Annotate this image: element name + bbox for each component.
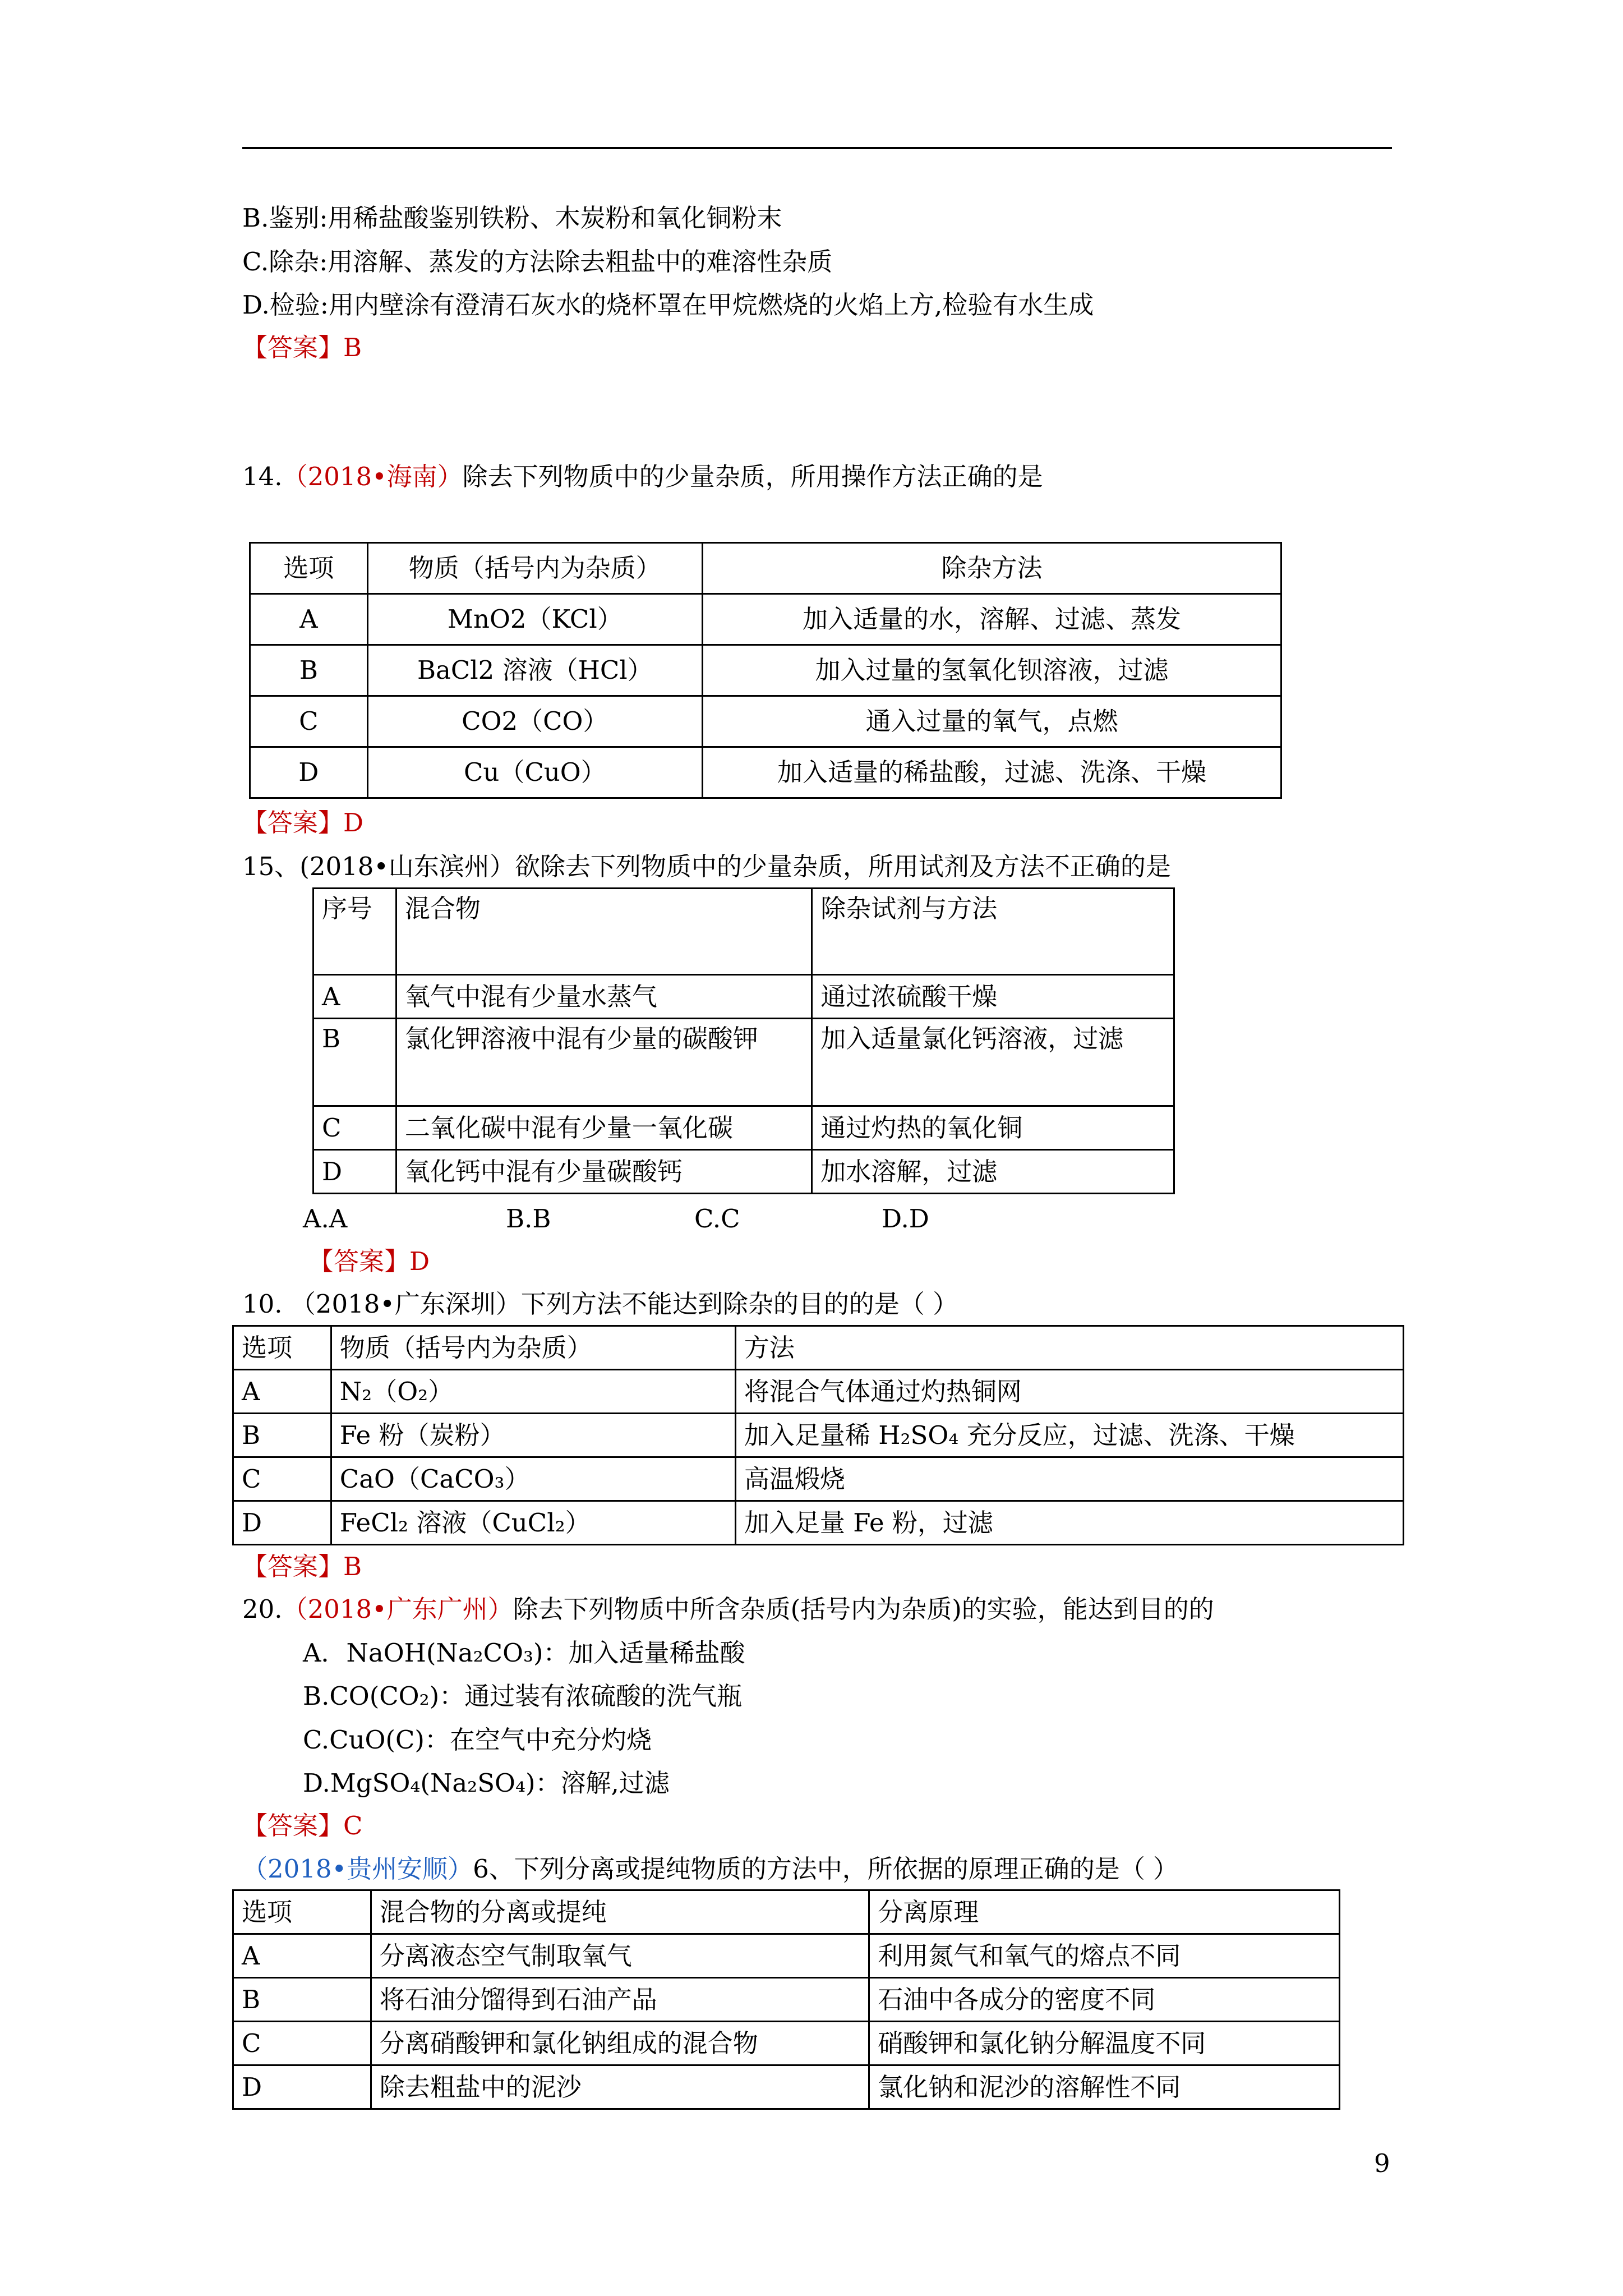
table-row xyxy=(233,1370,1404,1414)
header-cell: 选项 xyxy=(250,543,368,594)
table-cell: 二氧化碳中混有少量一氧化碳 xyxy=(396,1106,811,1150)
answer-label: 【答案】 xyxy=(242,1552,344,1581)
table-row xyxy=(250,696,1281,747)
q14-table xyxy=(249,542,1282,799)
table-cell: 通入过量的氧气，点燃 xyxy=(702,696,1281,747)
q20-option-c: C.CuO(C)：在空气中充分灼烧 xyxy=(303,1725,652,1755)
table-cell: A xyxy=(233,1934,371,1978)
q15-table xyxy=(312,887,1175,1194)
header-cell: 除杂方法 xyxy=(702,543,1281,594)
table-cell: 通过灼热的氧化铜 xyxy=(812,1106,1174,1150)
table-cell: B xyxy=(233,1414,331,1457)
table-cell: D xyxy=(233,2065,371,2109)
table-cell: 通过浓硫酸干燥 xyxy=(812,975,1174,1019)
table-row xyxy=(250,594,1281,645)
question-text: 除去下列物质中所含杂质(括号内为杂质)的实验，能达到目的的 xyxy=(513,1594,1214,1624)
answer-label: 【答案】 xyxy=(242,1811,344,1841)
table-cell: D xyxy=(313,1150,396,1194)
table-header-row xyxy=(313,889,1174,975)
table-cell: D xyxy=(233,1501,331,1545)
table-cell: C xyxy=(250,696,368,747)
q13-option-b: B.鉴别:用稀盐酸鉴别铁粉、木炭粉和氧化铜粉末 xyxy=(242,203,782,233)
question-source: （2018•广东广州） xyxy=(282,1594,513,1624)
table-cell: A xyxy=(233,1370,331,1414)
table-cell: 加水溶解，过滤 xyxy=(812,1150,1174,1194)
table-cell: C xyxy=(233,1457,331,1501)
table-cell: BaCl2 溶液（HCl） xyxy=(367,645,702,696)
header-cell: 选项 xyxy=(233,1326,331,1370)
table-cell: A xyxy=(250,594,368,645)
table-row xyxy=(233,2065,1340,2109)
table-row xyxy=(233,2022,1340,2065)
answer-value: D xyxy=(343,808,364,838)
table-row xyxy=(233,1978,1340,2022)
table-cell: 将石油分馏得到石油产品 xyxy=(371,1978,869,2022)
table-cell: 氧化钙中混有少量碳酸钙 xyxy=(396,1150,811,1194)
table-cell: 利用氮气和氧气的熔点不同 xyxy=(869,1934,1340,1978)
table-cell: 加入适量的稀盐酸，过滤、洗涤、干燥 xyxy=(702,747,1281,798)
question-number: 20. xyxy=(242,1594,283,1624)
q13-option-c: C.除杂:用溶解、蒸发的方法除去粗盐中的难溶性杂质 xyxy=(242,247,833,277)
table-cell: Cu（CuO） xyxy=(367,747,702,798)
table-cell: 除去粗盐中的泥沙 xyxy=(371,2065,869,2109)
q15-choice-d: D.D xyxy=(882,1204,929,1234)
table-cell: 加入过量的氢氧化钡溶液，过滤 xyxy=(702,645,1281,696)
answer-value: B xyxy=(343,1552,362,1581)
table-cell: D xyxy=(250,747,368,798)
q15-answer xyxy=(308,1246,430,1277)
table-row xyxy=(250,645,1281,696)
table-cell: 氯化钾溶液中混有少量的碳酸钾 xyxy=(396,1019,811,1106)
table-cell: 高温煅烧 xyxy=(735,1457,1403,1501)
header-cell: 混合物 xyxy=(396,889,811,975)
question-text: 除去下列物质中的少量杂质，所用操作方法正确的是 xyxy=(462,462,1043,491)
table-header-row xyxy=(233,1890,1340,1934)
table-row xyxy=(313,1106,1174,1150)
answer-value: B xyxy=(343,333,362,362)
table-cell: N₂（O₂） xyxy=(331,1370,735,1414)
q15-choice-a: A.A xyxy=(303,1204,348,1234)
q6-table xyxy=(232,1889,1340,2110)
header-cell: 物质（括号内为杂质） xyxy=(367,543,702,594)
table-cell: 加入足量稀 H₂SO₄ 充分反应，过滤、洗涤、干燥 xyxy=(735,1414,1403,1457)
table-cell: Fe 粉（炭粉） xyxy=(331,1414,735,1457)
header-rule xyxy=(242,147,1392,149)
table-cell: FeCl₂ 溶液（CuCl₂） xyxy=(331,1501,735,1545)
table-cell: A xyxy=(313,975,396,1019)
table-header-row xyxy=(250,543,1281,594)
table-cell: MnO2（KCl） xyxy=(367,594,702,645)
table-row xyxy=(233,1501,1404,1545)
q14-answer xyxy=(242,808,363,838)
q13-option-d: D.检验:用内壁涂有澄清石灰水的烧杯罩在甲烷燃烧的火焰上方,检验有水生成 xyxy=(242,290,1094,320)
table-cell: B xyxy=(313,1019,396,1106)
table-cell: 加入足量 Fe 粉，过滤 xyxy=(735,1501,1403,1545)
header-cell: 序号 xyxy=(313,889,396,975)
table-row xyxy=(233,1414,1404,1457)
q20-option-d: D.MgSO₄(Na₂SO₄)：溶解,过滤 xyxy=(303,1768,670,1798)
header-cell: 混合物的分离或提纯 xyxy=(371,1890,869,1934)
header-cell: 除杂试剂与方法 xyxy=(812,889,1174,975)
page-number: 9 xyxy=(1374,2148,1390,2178)
question-source: （2018•海南） xyxy=(282,462,463,491)
q10-answer xyxy=(242,1552,362,1582)
question-number: 14. xyxy=(242,462,283,491)
answer-value: C xyxy=(343,1811,363,1841)
q13-answer xyxy=(242,333,362,363)
q14-stem xyxy=(242,462,1043,492)
table-cell: 加入适量的水，溶解、过滤、蒸发 xyxy=(702,594,1281,645)
q6-stem xyxy=(242,1854,1178,1884)
table-row xyxy=(313,1019,1174,1106)
table-cell: B xyxy=(233,1978,371,2022)
table-header-row xyxy=(233,1326,1404,1370)
header-cell: 方法 xyxy=(735,1326,1403,1370)
answer-label: 【答案】 xyxy=(242,808,344,838)
table-cell: 将混合气体通过灼热铜网 xyxy=(735,1370,1403,1414)
table-cell: CaO（CaCO₃） xyxy=(331,1457,735,1501)
table-cell: 硝酸钾和氯化钠分解温度不同 xyxy=(869,2022,1340,2065)
table-cell: 氯化钠和泥沙的溶解性不同 xyxy=(869,2065,1340,2109)
table-cell: C xyxy=(313,1106,396,1150)
q15-choice-b: B.B xyxy=(506,1204,551,1234)
table-cell: B xyxy=(250,645,368,696)
q15-choice-c: C.C xyxy=(694,1204,740,1234)
table-row xyxy=(250,747,1281,798)
header-cell: 物质（括号内为杂质） xyxy=(331,1326,735,1370)
table-cell: 分离硝酸钾和氯化钠组成的混合物 xyxy=(371,2022,869,2065)
q20-stem xyxy=(242,1594,1214,1625)
table-cell: 分离液态空气制取氧气 xyxy=(371,1934,869,1978)
q10-table xyxy=(232,1325,1404,1545)
table-cell: 加入适量氯化钙溶液，过滤 xyxy=(812,1019,1174,1106)
question-text: 6、下列分离或提纯物质的方法中，所依据的原理正确的是（ ） xyxy=(473,1854,1179,1884)
table-row xyxy=(313,975,1174,1019)
q10-stem: 10. （2018•广东深圳）下列方法不能达到除杂的目的的是（ ） xyxy=(242,1289,958,1319)
q20-option-b: B.CO(CO₂)：通过装有浓硫酸的洗气瓶 xyxy=(303,1681,743,1711)
answer-value: D xyxy=(409,1246,430,1276)
question-source: （2018•贵州安顺） xyxy=(242,1854,473,1884)
table-cell: 氧气中混有少量水蒸气 xyxy=(396,975,811,1019)
header-cell: 分离原理 xyxy=(869,1890,1340,1934)
q15-stem: 15、(2018•山东滨州）欲除去下列物质中的少量杂质，所用试剂及方法不正确的是 xyxy=(242,852,1171,881)
answer-label: 【答案】 xyxy=(242,333,344,362)
table-cell: CO2（CO） xyxy=(367,696,702,747)
table-row xyxy=(313,1150,1174,1194)
table-cell: C xyxy=(233,2022,371,2065)
table-cell: 石油中各成分的密度不同 xyxy=(869,1978,1340,2022)
table-row xyxy=(233,1457,1404,1501)
answer-label: 【答案】 xyxy=(308,1246,410,1276)
q20-option-a: A．NaOH(Na₂CO₃)：加入适量稀盐酸 xyxy=(303,1638,745,1668)
table-row xyxy=(233,1934,1340,1978)
q20-answer xyxy=(242,1811,362,1841)
header-cell: 选项 xyxy=(233,1890,371,1934)
